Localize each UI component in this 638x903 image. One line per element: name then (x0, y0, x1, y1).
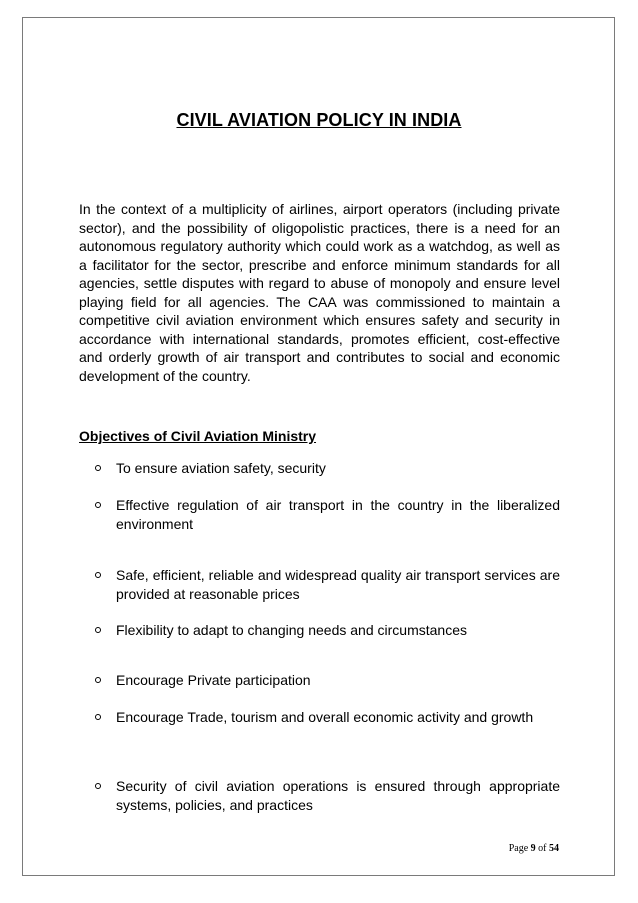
objective-text: Flexibility to adapt to changing needs and circumstances (116, 622, 467, 638)
bullet-icon (95, 502, 101, 508)
footer-page-label: Page (508, 843, 529, 854)
objective-text: Encourage Trade, tourism and overall economic activity and growth (116, 709, 534, 725)
objective-text: Security of civil aviation operations is ensured through appropriate systems, policies, and practices (116, 778, 560, 813)
page-title: CIVIL AVIATION POLICY IN INDIA (176, 110, 462, 130)
page-border (22, 17, 615, 876)
bullet-icon (95, 627, 101, 633)
page-footer (509, 843, 559, 854)
objective-text: To ensure aviation safety, security (116, 460, 326, 476)
objective-text: Effective regulation of air transport in the country in the liberalized environment (116, 497, 560, 532)
bullet-icon (95, 572, 101, 578)
bullet-icon (95, 677, 101, 683)
footer-page-number: 9 (530, 843, 536, 854)
intro-paragraph: In the context of a multiplicity of airlines, airport operators (including private sector), and the possibility of oligopolistic practices, there is a need for an autonomous regulatory authority which could work as a watchdog, as well as a facilitator for the sector, prescribe and enforce minimum standards for all agencies, settle disputes with regard to abuse of monopoly and ensure level playing field for all agencies. The CAA was commissioned to maintain a competitive civil aviation environment which ensures safety and security in accordance with international standards, promotes efficient, cost-effective and orderly growth of air transport and contributes to social and economic development of the country. (79, 201, 560, 384)
bullet-icon (95, 714, 101, 720)
bullet-icon (95, 465, 101, 471)
objective-text: Safe, efficient, reliable and widespread quality air transport services are provided at reasonable prices (116, 567, 560, 602)
bullet-icon (95, 783, 101, 789)
footer-of-label: of (538, 843, 547, 854)
objective-text: Encourage Private participation (116, 672, 311, 688)
objectives-heading: Objectives of Civil Aviation Ministry (79, 428, 317, 444)
footer-total-pages: 54 (549, 843, 559, 854)
